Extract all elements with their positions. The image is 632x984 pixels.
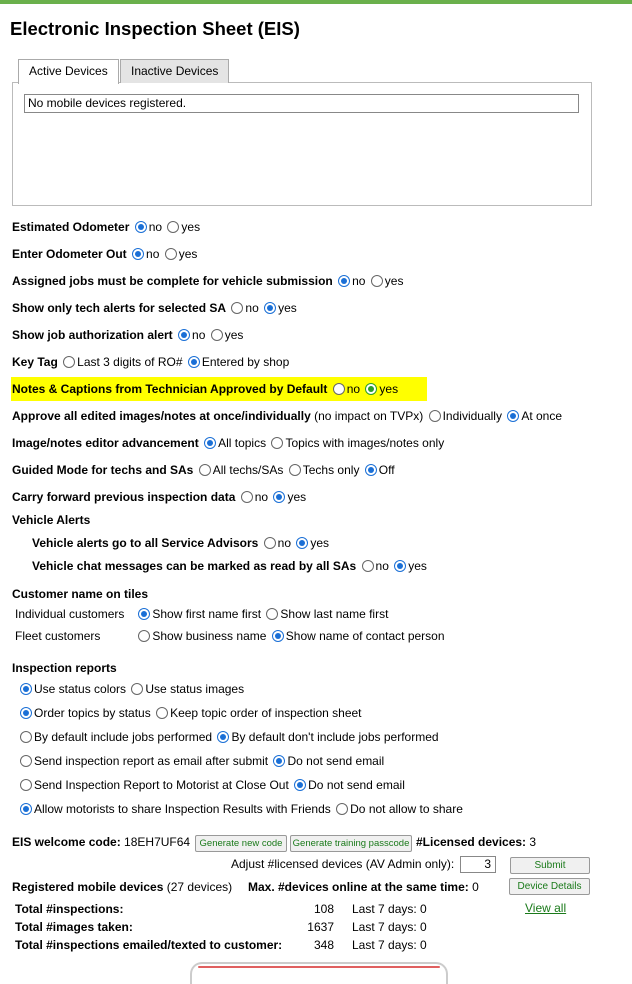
option-label: Topics with images/notes only <box>285 436 445 450</box>
radio-techs-only[interactable] <box>289 464 301 476</box>
option-label: no <box>192 328 206 342</box>
option-label: Do not allow to share <box>350 802 463 816</box>
welcome-code-row <box>12 835 190 849</box>
option-label: Show first name first <box>152 607 262 621</box>
option-label: no <box>245 301 259 315</box>
licensed-devices-label: #Licensed devices: <box>416 835 527 849</box>
option-label: By default include jobs performed <box>34 730 213 744</box>
radio-last-name-first[interactable] <box>266 608 278 620</box>
stats-value: 1637 <box>307 920 334 934</box>
setting-note: (no impact on TVPx) <box>314 409 424 423</box>
tab-inactive-devices[interactable]: Inactive Devices <box>120 59 229 83</box>
welcome-code-value: 18EH7UF64 <box>124 835 191 849</box>
max-devices-label: Max. #devices online at the same time: <box>248 880 469 894</box>
setting-job-authorization-alert <box>12 328 243 342</box>
option-label: no <box>346 382 361 396</box>
radio-individually[interactable] <box>429 410 441 422</box>
option-label: yes <box>278 301 297 315</box>
radio-no[interactable] <box>333 383 345 395</box>
radio-yes[interactable] <box>365 383 377 395</box>
generate-new-code-button[interactable]: Generate new code <box>195 835 287 852</box>
welcome-code-label: EIS welcome code: <box>12 835 121 849</box>
radio-yes[interactable] <box>167 221 179 233</box>
setting-label: Individual customers <box>15 607 125 621</box>
setting-report-email-after-submit <box>18 754 384 768</box>
option-label: no <box>375 559 389 573</box>
setting-label: Notes & Captions from Technician Approved by Default <box>12 382 328 396</box>
setting-label: Carry forward previous inspection data <box>12 490 236 504</box>
option-label: yes <box>408 559 427 573</box>
stats-label: Total #inspections emailed/texted to customer: <box>15 938 283 952</box>
option-label: Keep topic order of inspection sheet <box>170 706 362 720</box>
devices-list: No mobile devices registered. <box>24 94 579 113</box>
option-label: All techs/SAs <box>212 463 284 477</box>
section-customer-name <box>12 587 148 601</box>
radio-allow-share[interactable] <box>20 803 32 815</box>
tab-active-devices[interactable]: Active Devices <box>18 59 119 84</box>
stats-last7: Last 7 days: 0 <box>352 902 427 916</box>
setting-approve-all <box>12 409 562 423</box>
setting-notes-captions <box>12 382 398 396</box>
setting-label: Show only tech alerts for selected SA <box>12 301 227 315</box>
radio-all-techs[interactable] <box>199 464 211 476</box>
option-label: yes <box>384 274 404 288</box>
option-label: All topics <box>218 436 267 450</box>
radio-no[interactable] <box>241 491 253 503</box>
option-label: Allow motorists to share Inspection Results with Friends <box>34 802 331 816</box>
setting-report-share <box>18 802 463 816</box>
stats-value: 108 <box>313 902 334 916</box>
setting-label: Show job authorization alert <box>12 328 173 342</box>
radio-no[interactable] <box>231 302 243 314</box>
device-details-button[interactable]: Device Details <box>509 878 590 895</box>
radio-no[interactable] <box>178 329 190 341</box>
radio-all-topics[interactable] <box>204 437 216 449</box>
top-accent-bar <box>0 0 632 4</box>
radio-status-colors[interactable] <box>20 683 32 695</box>
registered-devices-count: (27 devices) <box>166 880 233 894</box>
option-label: yes <box>287 490 307 504</box>
radio-yes[interactable] <box>211 329 223 341</box>
radio-no[interactable] <box>338 275 350 287</box>
option-label: Last 3 digits of RO# <box>77 355 183 369</box>
stats-row <box>15 938 282 952</box>
radio-do-not-send[interactable] <box>294 779 306 791</box>
radio-contact-person[interactable] <box>272 630 284 642</box>
option-label: Use status colors <box>34 682 127 696</box>
stats-label: Total #images taken: <box>15 920 133 934</box>
setting-key-tag <box>12 355 289 369</box>
radio-yes[interactable] <box>296 537 308 549</box>
setting-editor-advancement <box>12 436 444 450</box>
radio-status-images[interactable] <box>131 683 143 695</box>
setting-enter-odometer-out <box>12 247 197 261</box>
radio-send-email[interactable] <box>20 755 32 767</box>
radio-do-not-allow-share[interactable] <box>336 803 348 815</box>
option-label: no <box>148 220 163 234</box>
option-label: yes <box>379 382 399 396</box>
option-label: no <box>146 247 160 261</box>
submit-button[interactable]: Submit <box>510 857 590 874</box>
setting-label: Approve all edited images/notes at once/individually <box>12 409 311 423</box>
setting-label: Enter Odometer Out <box>12 247 127 261</box>
option-label: Individually <box>442 409 502 423</box>
setting-assigned-jobs <box>12 274 403 288</box>
option-label: Techs only <box>302 463 360 477</box>
max-devices-value: 0 <box>472 880 479 894</box>
radio-topics-with-images[interactable] <box>271 437 283 449</box>
radio-order-by-status[interactable] <box>20 707 32 719</box>
option-label: yes <box>310 536 330 550</box>
radio-yes[interactable] <box>165 248 177 260</box>
radio-send-close-out[interactable] <box>20 779 32 791</box>
setting-report-close-out <box>18 778 405 792</box>
section-heading: Inspection reports <box>12 661 117 675</box>
option-label: Send inspection report as email after submit <box>34 754 269 768</box>
radio-off[interactable] <box>365 464 377 476</box>
view-all-link[interactable]: View all <box>525 901 567 915</box>
radio-first-name-first[interactable] <box>138 608 150 620</box>
setting-label: Vehicle alerts go to all Service Advisors <box>32 536 259 550</box>
option-label: Send Inspection Report to Motorist at Close Out <box>34 778 289 792</box>
bottom-cutoff-element <box>190 962 448 984</box>
option-label: Order topics by status <box>34 706 151 720</box>
radio-no[interactable] <box>264 537 276 549</box>
option-label: Off <box>378 463 395 477</box>
stats-last7: Last 7 days: 0 <box>352 920 427 934</box>
stats-label: Total #inspections: <box>15 902 124 916</box>
radio-yes[interactable] <box>371 275 383 287</box>
radio-entered-by-shop[interactable] <box>188 356 200 368</box>
radio-yes[interactable] <box>394 560 406 572</box>
radio-no[interactable] <box>132 248 144 260</box>
setting-alerts-all-sa <box>32 536 329 550</box>
setting-tech-alerts <box>12 301 297 315</box>
setting-estimated-odometer <box>12 220 200 234</box>
option-label: yes <box>224 328 244 342</box>
setting-label: Estimated Odometer <box>12 220 130 234</box>
section-heading: Customer name on tiles <box>12 587 149 601</box>
licensed-devices <box>416 835 536 849</box>
radio-exclude-jobs[interactable] <box>217 731 229 743</box>
section-vehicle-alerts <box>12 513 90 527</box>
setting-carry-forward <box>12 490 306 504</box>
stats-row <box>15 920 133 934</box>
option-label: Entered by shop <box>201 355 290 369</box>
setting-label: Vehicle chat messages can be marked as read by all SAs <box>32 559 357 573</box>
option-label: By default don't include jobs performed <box>231 730 439 744</box>
adjust-licensed-label: Adjust #licensed devices (AV Admin only): <box>231 857 455 871</box>
setting-label: Image/notes editor advancement <box>12 436 199 450</box>
radio-at-once[interactable] <box>507 410 519 422</box>
radio-do-not-send[interactable] <box>273 755 285 767</box>
adjust-licensed-input[interactable]: 3 <box>460 856 496 873</box>
option-label: no <box>352 274 366 288</box>
radio-no[interactable] <box>135 221 147 233</box>
setting-report-status-display <box>18 682 244 696</box>
stats-value: 348 <box>313 938 334 952</box>
option-label: Show name of contact person <box>285 629 445 643</box>
stats-last7: Last 7 days: 0 <box>352 938 427 952</box>
radio-keep-topic-order[interactable] <box>156 707 168 719</box>
section-inspection-reports <box>12 661 117 675</box>
stats-row <box>15 902 123 916</box>
max-devices-row <box>248 880 479 894</box>
option-label: yes <box>181 220 201 234</box>
setting-chat-read <box>32 559 427 573</box>
option-label: Do not send email <box>308 778 405 792</box>
option-label: no <box>277 536 292 550</box>
setting-report-jobs <box>18 730 439 744</box>
registered-devices-label: Registered mobile devices <box>12 880 164 894</box>
setting-label: Guided Mode for techs and SAs <box>12 463 194 477</box>
option-label: Show last name first <box>280 607 389 621</box>
radio-yes[interactable] <box>273 491 285 503</box>
radio-include-jobs[interactable] <box>20 731 32 743</box>
option-label: At once <box>521 409 563 423</box>
setting-label: Fleet customers <box>15 629 101 643</box>
licensed-devices-value: 3 <box>529 835 537 849</box>
option-label: yes <box>178 247 198 261</box>
page-title: Electronic Inspection Sheet (EIS) <box>10 18 300 39</box>
setting-label: Key Tag <box>12 355 58 369</box>
generate-training-passcode-button[interactable]: Generate training passcode <box>290 835 412 852</box>
radio-yes[interactable] <box>264 302 276 314</box>
setting-individual-customers <box>15 607 388 621</box>
section-heading: Vehicle Alerts <box>12 513 91 527</box>
setting-label: Assigned jobs must be complete for vehicle submission <box>12 274 333 288</box>
setting-report-topic-order <box>18 706 362 720</box>
option-label: no <box>254 490 269 504</box>
radio-last-3-digits[interactable] <box>63 356 75 368</box>
option-label: Use status images <box>145 682 245 696</box>
setting-guided-mode <box>12 463 395 477</box>
radio-no[interactable] <box>362 560 374 572</box>
option-label: Do not send email <box>287 754 385 768</box>
option-label: Show business name <box>152 629 267 643</box>
registered-devices-row <box>12 880 232 894</box>
radio-business-name[interactable] <box>138 630 150 642</box>
setting-fleet-customers <box>15 629 445 643</box>
